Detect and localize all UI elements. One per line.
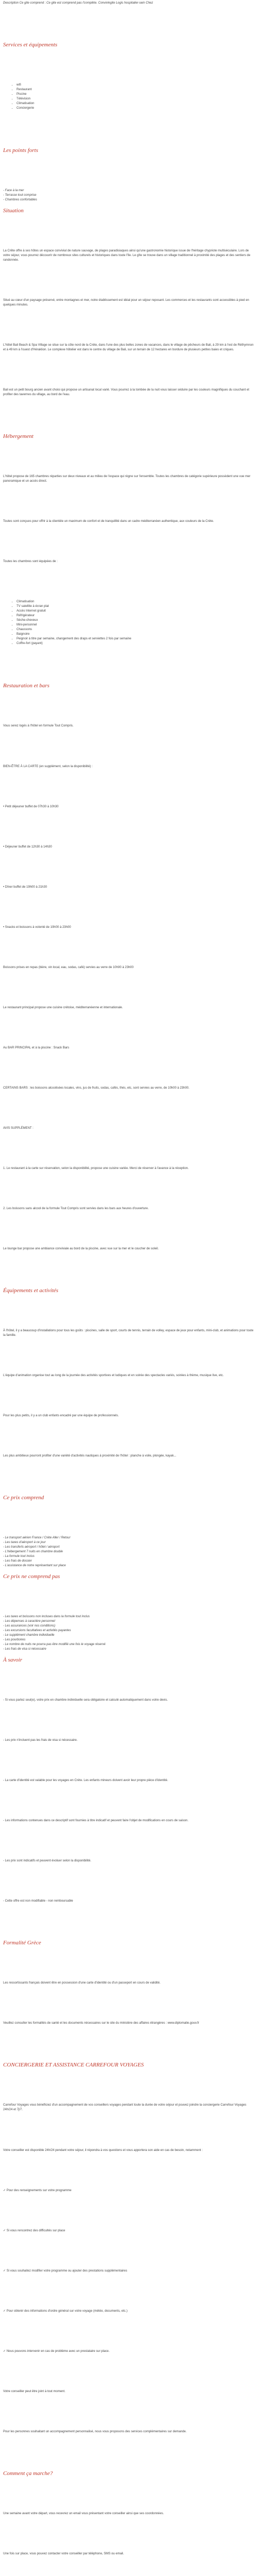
bullet-item: • Accès Internet gratuit bbox=[17, 609, 255, 614]
section-paragraph: ✓ Si vous rencontrez des difficultés sur place bbox=[3, 2229, 66, 2232]
section-paragraph: ✓ Si vous souhaitez modifier votre programme ou ajouter des prestations supplémentaires bbox=[3, 2269, 127, 2273]
section-title: Les points forts bbox=[3, 147, 38, 154]
bullet-item: • Climatisation bbox=[17, 101, 255, 106]
bullet-item: • Mini-personnel bbox=[17, 623, 255, 628]
section-paragraph: - Les prix sont indicatifs et peuvent évoluer selon la disponibilité. bbox=[3, 1859, 91, 1863]
section-paragraph: - Cette offre est non modifiable - non remboursable bbox=[3, 1900, 73, 1903]
bullet-item: • wifi bbox=[17, 83, 255, 88]
section-paragraph: Au BAR PRINCIPAL et à la piscine : Snack Bars bbox=[3, 1046, 70, 1049]
bullet-item: • Télévision bbox=[17, 97, 255, 101]
section-paragraph: • Déjeuner buffet de 12h30 à 14h30 bbox=[3, 845, 52, 849]
section-line: - La formule tout inclus bbox=[3, 1555, 35, 1558]
section-title: Hébergement bbox=[3, 433, 34, 440]
section-paragraph: - Les prix n'incluent pas les frais de visa si nécessaire. bbox=[3, 1739, 78, 1742]
section-paragraph: Votre conseiller peut être joint à tout moment. bbox=[3, 2389, 66, 2393]
bullet-list bbox=[3, 600, 255, 646]
bullet-item: • Piscine bbox=[17, 92, 255, 97]
section-paragraph: Le lounge bar propose une ambiance conviviale au bord de la piscine, avec vue sur la mer et le coucher de soleil. bbox=[3, 1247, 159, 1250]
section-title: Équipements et activités bbox=[3, 1287, 58, 1294]
section-paragraph: BIEN-ÊTRE À LA CARTE (en supplément, selon la disponibilité) : bbox=[3, 765, 93, 768]
section-paragraph: Boissons prises en repas (bière, vin local, eau, sodas, café) servies au verre de 10h00 à 23h00 bbox=[3, 965, 134, 969]
intro-text: Description Ce gite comprend : Ce gite est comprend pas l'complète. Convivingite Logis hospitalier-sein Chez bbox=[3, 2, 153, 5]
section-line: - L'hébergement 7 nuits en chambre double bbox=[3, 1550, 63, 1554]
section-paragraph: L'équipe d'animation organise tout au long de la journée des activités sportives et ludiques et en soirée des spectacles variés, soirées à thème, musique live, etc. bbox=[3, 1374, 224, 1377]
section-title: Ce prix comprend bbox=[3, 1495, 44, 1501]
section-paragraph: 2. Les boissons sans alcool de la formule Tout Compris sont servies dans les bars aux heures d'ouverture. bbox=[3, 1207, 149, 1210]
section-line: - Les pourboires bbox=[3, 1638, 26, 1642]
section-paragraph: - Si vous partez seul(e), votre prix en chambre individuelle sera obligatoire et calculé automatiquement dans votre devis. bbox=[3, 1699, 168, 1702]
section-line: - L'assistance de notre représentant sur place bbox=[3, 1564, 66, 1568]
section-paragraph: Situé au cœur d'un paysage préservé, entre montagnes et mer, notre établissement est idéal pour un séjour reposant. Les commerces et les restaurants sont accessibles à pied en quelques minutes. bbox=[3, 299, 249, 307]
section-paragraph: Pour les plus petits, il y a un club enfants encadré par une équipe de professionnels. bbox=[3, 1414, 119, 1417]
section-paragraph: • Petit déjeuner buffet de 07h30 à 10h30 bbox=[3, 805, 59, 808]
bullet-item: • Baignoire bbox=[17, 632, 255, 637]
section-title: Formalité Grèce bbox=[3, 1940, 41, 1946]
section-title: À savoir bbox=[3, 1657, 22, 1664]
section-title: Comment ça marche? bbox=[3, 2470, 53, 2477]
bullet-item: • Peignoir à titre par semaine, changement des draps et serviettes 2 fois par semaine bbox=[17, 637, 255, 641]
bullet-item: • Climatisation bbox=[17, 600, 255, 604]
section-paragraph: Votre conseiller est disponible 24h/24 pendant votre séjour, il répondra à vos questions et vous apportera son aide en cas de besoin, notamment : bbox=[3, 2148, 203, 2152]
section-line: - Le supplément chambre individuelle bbox=[3, 1634, 55, 1637]
section-paragraph: Pour les personnes souhaitant un accompagnement personnalisé, nous vous proposons des services complémentaires sur demande. bbox=[3, 2430, 187, 2433]
section-paragraph: ✓ Pour obtenir des informations d'ordre général sur votre voyage (météo, documents, etc.) bbox=[3, 2309, 127, 2313]
section-title: Ce prix ne comprend pas bbox=[3, 1573, 60, 1580]
section-paragraph: ✓ Nous pouvons intervenir en cas de problème avec un prestataire sur place. bbox=[3, 2349, 110, 2353]
section-paragraph: Toutes sont conçues pour offrir à la clientèle un maximum de confort et de tranquillité dans un cadre méditerranéen authentique, aux couleurs de la Crète. bbox=[3, 520, 214, 523]
section-paragraph: ✓ Pour des renseignements sur votre programme bbox=[3, 2189, 72, 2192]
section-paragraph: - Les informations contenues dans ce descriptif sont fournies à titre indicatif et peuvent faire l'objet de modifications en cours de saison. bbox=[3, 1819, 189, 1823]
section-line: - Le transport aérien France / Crète Aller / Retour bbox=[3, 1536, 71, 1540]
section-paragraph: À l'hôtel, il y a beaucoup d'installations pour tous les goûts : piscines, salle de sport, courts de tennis, terrain de volley, espace de jeux pour enfants, mini-club, et animations pour toute la famille. bbox=[3, 1329, 254, 1337]
section-paragraph: Le restaurant principal propose une cuisine crétoise, méditerranéenne et internationale. bbox=[3, 1006, 123, 1009]
section-line: - Terrasse tout comprise bbox=[3, 194, 37, 197]
section-title: Restauration et bars bbox=[3, 683, 50, 689]
section-line: - Les transferts aéroport / hôtel / aéroport bbox=[3, 1546, 60, 1549]
bullet-item: • Coffre-fort (payant) bbox=[17, 641, 255, 646]
section-paragraph: • Dîner buffet de 19h00 à 21h30 bbox=[3, 885, 47, 889]
section-line: - Le nombre de nuits ne pourra pas être modifié une fois le voyage réservé bbox=[3, 1643, 106, 1647]
section-paragraph: CERTAINS BARS : les boissons alcoolisées locales, vins, jus de fruits, sodas, cafés, thés, etc, sont servies au verre, de 10h00 à 23h00. bbox=[3, 1086, 189, 1090]
section-line: - Les taxes d'aéroport à ce jour bbox=[3, 1541, 46, 1545]
bullet-item: • Sèche-cheveux bbox=[17, 618, 255, 623]
bullet-item: • Réfrigérateur bbox=[17, 614, 255, 618]
section-paragraph: Une semaine avant votre départ, vous recevrez un email vous présentant votre conseiller ainsi que ses coordonnées. bbox=[3, 2512, 164, 2515]
section-line: - Face à la mer bbox=[3, 189, 24, 193]
section-paragraph: 1. Le restaurant à la carte sur réservation, selon la disponibilité, propose une cuisine variée. Merci de réserver à l'avance à la réception. bbox=[3, 1166, 189, 1170]
section-paragraph: AVIS SUPPLÉMENT : bbox=[3, 1126, 34, 1130]
section-paragraph: L'hôtel Bali Beach & Spa Village se situe sur la côte nord de la Crète, dans l'une des plus belles zones de vacances, dans le village de pêcheurs de Bali, à 29 km à l'est de Réthymnon et à 49 km à l'ouest d'Héraklion. Le complexe hôtelier est dans le centre du village de Bali, sur un terrain de 12 hectares en bordure de plusieurs petites baies et criques. bbox=[3, 344, 254, 352]
section-line: - Les excursions facultatives et activités payantes bbox=[3, 1629, 71, 1633]
bullet-list bbox=[3, 83, 255, 111]
section-paragraph: Les plus ambitieux pourront profiter d'une variété d'activités nautiques à proximité de l'hôtel : planche à voile, plongée, kayak... bbox=[3, 1454, 176, 1458]
section-line: - Les frais de dossier bbox=[3, 1560, 32, 1563]
section-line: - Les assurances (voir nos conditions) bbox=[3, 1624, 56, 1628]
section-paragraph: • Snacks et boissons à volonté de 10h00 à 23h00 bbox=[3, 925, 71, 929]
bullet-item: • Restaurant bbox=[17, 88, 255, 92]
section-paragraph: Veuillez consulter les formalités de santé et les documents nécessaires sur le site du ministère des affaires étrangères : www.diplomatie.gouv.fr bbox=[3, 2022, 199, 2025]
section-line: - Les frais de visa si nécessaire bbox=[3, 1648, 46, 1651]
bullet-item: • Chaussons bbox=[17, 628, 255, 632]
bullet-item: • TV satellite à écran plat bbox=[17, 604, 255, 609]
section-paragraph: - La carte d'identité est valable pour les voyages en Crète. Les enfants mineurs doivent avoir leur propre pièce d'identité. bbox=[3, 1779, 168, 1783]
section-paragraph: Bali est un petit bourg ancien avant choisi qui propose un artisanat local varié. Vous pourrez à la tombée de la nuit vous laisser séduire par les couleurs magnifiques du couchant et profiter des tavernes du village, au bord de l'eau. bbox=[3, 388, 249, 397]
section-paragraph: Vous serez logés à l'hôtel en formule Tout Compris. bbox=[3, 724, 74, 728]
section-line: - Les taxes et boissons non incluses dans la formule tout inclus bbox=[3, 1615, 90, 1619]
section-paragraph: Carrefour Voyages vous bénéficiez d'un accompagnement de vos conseillers voyages pendant toute la durée de votre séjour et pouvez joindre la conciergerie Carrefour Voyages 24h/24 et 7j/7. bbox=[3, 2104, 247, 2112]
section-paragraph: Toutes les chambres sont équipées de : bbox=[3, 560, 58, 564]
section-paragraph: Une fois sur place, vous pouvez contacter votre conseiller par téléphone, SMS ou email. bbox=[3, 2552, 124, 2555]
section-paragraph: Les ressortissants français doivent être en possession d'une carte d'identité ou d'un passeport en cours de validité. bbox=[3, 1981, 160, 1985]
section-title: CONCIERGERIE ET ASSISTANCE CARREFOUR VOYAGES bbox=[3, 2062, 144, 2069]
section-line: - Chambres confortables bbox=[3, 198, 37, 202]
section-title: Services et équipements bbox=[3, 42, 58, 48]
section-paragraph: La Crête offre à ses hôtes un espace convivial de nature sauvage, de plages paradisiaques ainsi qu'une gastronomie historique issue de l'héritage chypriote multiséculaire. Lors de votre séjour, vous pourrez découvrir de nombreux sites culturels et historiques dans toute l'île. Le gîte se trouve dans un village traditionnel à proximité des plages et des sentiers de randonnée. bbox=[3, 249, 251, 262]
section-paragraph: L'hôtel propose de 165 chambres réparties sur deux niveaux et au milieu de l'espace qui règne sur l'ensemble. Toutes les chambres de catégorie supérieure possèdent une vue mer panoramique et un accès direct. bbox=[3, 475, 251, 483]
section-line: - Les dépenses à caractère personnel bbox=[3, 1620, 55, 1623]
section-title: Situation bbox=[3, 208, 24, 214]
bullet-item: • Conciergerie bbox=[17, 106, 255, 111]
sections bbox=[3, 41, 255, 2576]
